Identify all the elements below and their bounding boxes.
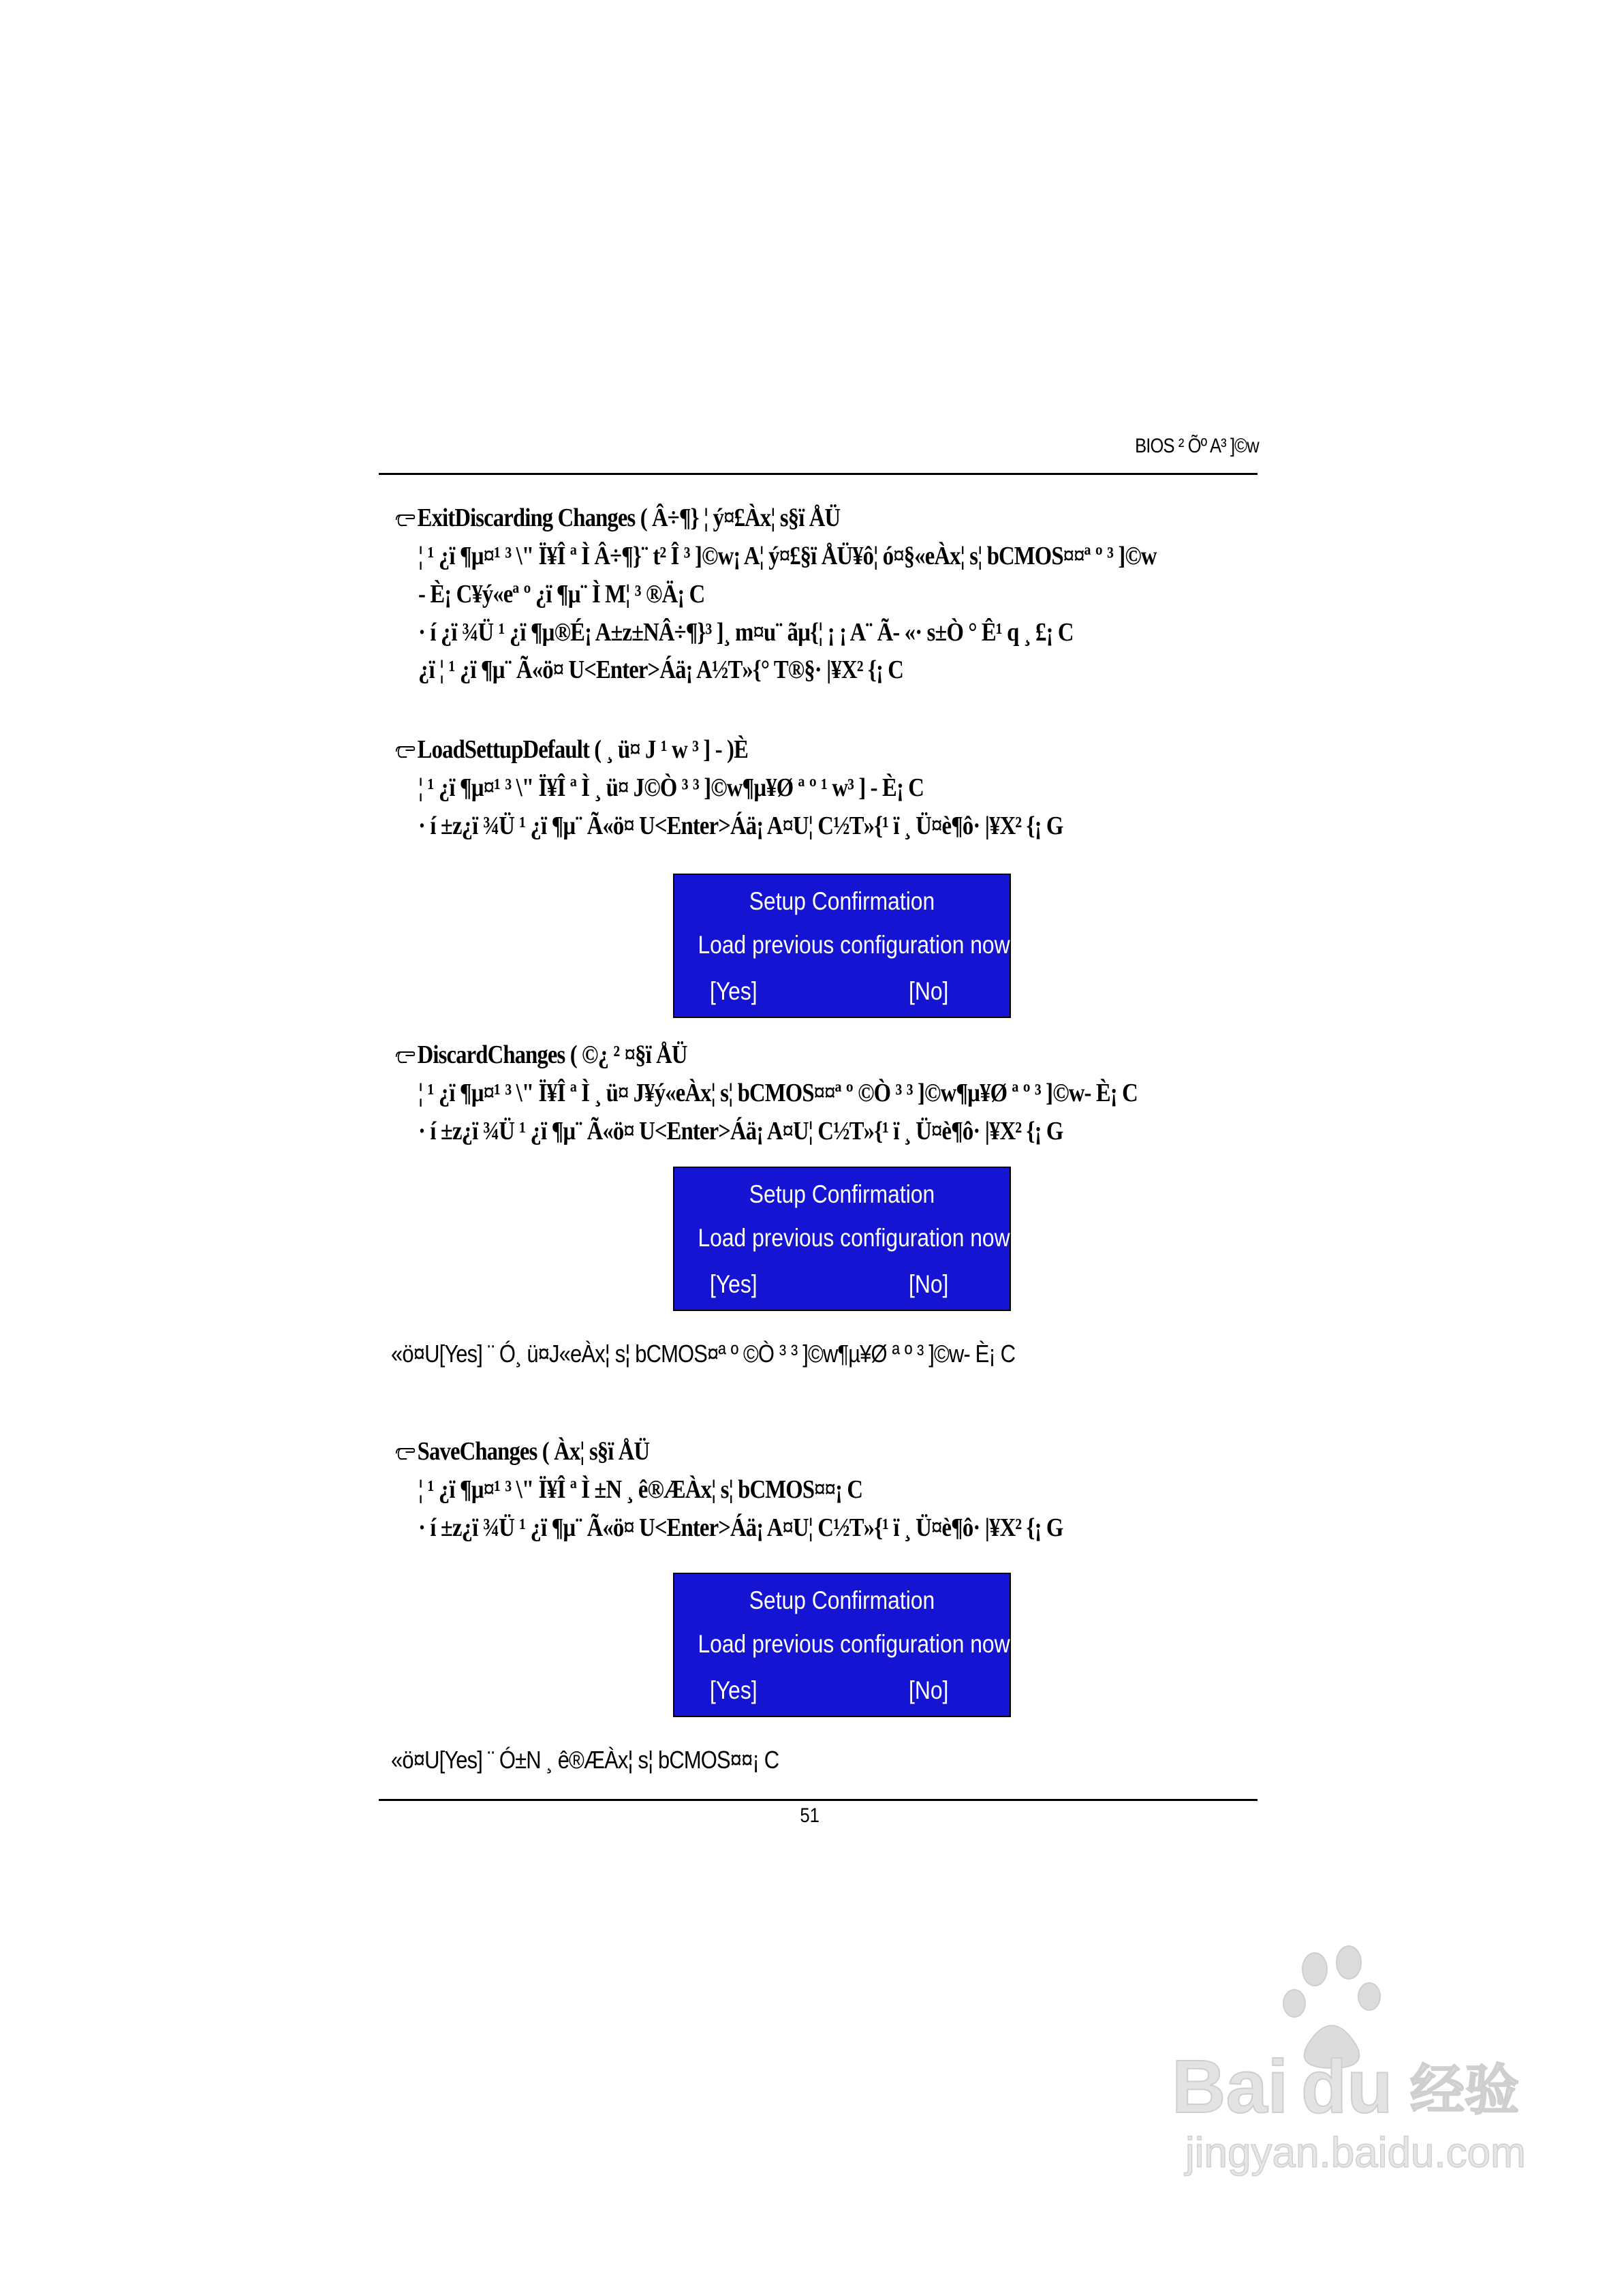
setup-confirmation-dialog (673, 874, 1022, 1018)
dialog-title: Setup Confirmation (749, 887, 935, 915)
footer-rule (379, 1799, 1258, 1801)
section-line: ¦ ¹ ¿ï ¶µ¤¹ ³ \" Ï¥Î ª Ì Â÷¶}¨ t² Î ³ ]©w¡ A¦ ý¤£§ï ÅÜ¥ô¦ ó¤§«eÀx¦ s¦ bCMOS¤¤ª º ³ ]©w (418, 542, 1157, 570)
section-heading-save-changes: SaveChanges ( Àx¦ s§ï ÅÜ (395, 1436, 649, 1466)
svg-text:Bai: Bai (1172, 2045, 1289, 2129)
section-line: · í ±z¿ï ¾Ü ¹ ¿ï ¶µ¨ Ã«ö¤ U<Enter>Áä¡ A¤U¦ C½T»{¹ ï ¸ Ü¤è¶ô· |¥X² {¡ G (418, 812, 1063, 840)
page-number: 51 (800, 1804, 820, 1827)
dialog-message: Load previous configuration now? (698, 1630, 1022, 1658)
section-line: ¦ ¹ ¿ï ¶µ¤¹ ³ \" Ï¥Î ª Ì ±N ¸ ê®ÆÀx¦ s¦ bCMOS¤¤¡ C (418, 1475, 863, 1504)
section-line: ¿ï ¦ ¹ ¿ï ¶µ¨ Ã«ö¤ U<Enter>Áä¡ A½T»{° T®§· |¥X² {¡ C (418, 656, 904, 684)
setup-confirmation-dialog (673, 1573, 1022, 1717)
pointing-hand-icon (395, 744, 415, 759)
section-line: ¦ ¹ ¿ï ¶µ¤¹ ³ \" Ï¥Î ª Ì ¸ ü¤ J¥ý«eÀx¦ s¦ bCMOS¤¤ª º ©Ò ³ ³ ]©w¶µ¥Ø ª º ³ ]©w- È¡ C (418, 1079, 1138, 1107)
dialog-message: Load previous configuration now? (698, 1224, 1022, 1252)
section-line: - È¡ C¥ý«eª º ¿ï ¶µ¨ Ì M¦ ³ ®Ä¡ C (418, 580, 705, 609)
section-line: · í ¿ï ¾Ü ¹ ¿ï ¶µ®É¡ A±z±NÂ÷¶}³ ]¸ m¤u¨ ãµ{¦ ¡ ¡ A¨ Ã- «· s±Ò ° Ê¹ q ¸ £¡ C (418, 618, 1074, 647)
running-header: BIOS ² Õº A³ ]©w (1135, 435, 1259, 457)
section-heading-exit-discarding: ExitDiscarding Changes ( Â÷¶} ¦ ý¤£Àx¦ s§ï ÅÜ (395, 503, 840, 533)
no-button[interactable]: [No] (909, 1676, 949, 1704)
pointing-hand-icon (395, 512, 415, 527)
dialog-message: Load previous configuration now? (698, 931, 1022, 959)
svg-text:jingyan.baidu.com: jingyan.baidu.com (1185, 2129, 1526, 2176)
section-line: · í ±z¿ï ¾Ü ¹ ¿ï ¶µ¨ Ã«ö¤ U<Enter>Áä¡ A¤U¦ C½T»{¹ ï ¸ Ü¤è¶ô· |¥X² {¡ G (418, 1117, 1063, 1145)
no-button[interactable]: [No] (909, 1270, 949, 1298)
section-heading-discard-changes: DiscardChanges ( ©¿ ² ¤§ï ÅÜ (395, 1040, 687, 1070)
yes-button[interactable]: [Yes] (710, 1676, 758, 1704)
yes-button[interactable]: [Yes] (710, 1270, 758, 1298)
pointing-hand-icon (395, 1446, 415, 1461)
no-button[interactable]: [No] (909, 977, 949, 1005)
svg-text:du: du (1301, 2045, 1393, 2129)
dialog-title: Setup Confirmation (749, 1180, 935, 1208)
dialog-title: Setup Confirmation (749, 1586, 935, 1614)
header-rule (379, 473, 1258, 475)
section-heading-load-setup-default: LoadSettupDefault ( ¸ ü¤ J ¹ w ³ ] - )È (395, 735, 748, 765)
setup-confirmation-dialog (673, 1167, 1022, 1311)
section-line: ¦ ¹ ¿ï ¶µ¤¹ ³ \" Ï¥Î ª Ì ¸ ü¤ J©Ò ³ ³ ]©w¶µ¥Ø ª º ¹ w³ ] - È¡ C (418, 773, 924, 802)
svg-text:经验: 经验 (1410, 2059, 1519, 2122)
yes-button[interactable]: [Yes] (710, 977, 758, 1005)
discard-note: «ö¤U[Yes] ¨ Ó¸ ü¤J«eÀx¦ s¦ bCMOS¤ª º ©Ò ³ ³ ]©w¶µ¥Ø ª º ³ ]©w- È¡ C (391, 1340, 1016, 1368)
pointing-hand-icon (395, 1049, 415, 1064)
save-note: «ö¤U[Yes] ¨ Ó±N ¸ ê®ÆÀx¦ s¦ bCMOS¤¤¡ C (391, 1746, 779, 1774)
baidu-watermark-logo (1158, 1942, 1540, 2187)
section-line: · í ±z¿ï ¾Ü ¹ ¿ï ¶µ¨ Ã«ö¤ U<Enter>Áä¡ A¤U¦ C½T»{¹ ï ¸ Ü¤è¶ô· |¥X² {¡ G (418, 1513, 1063, 1542)
